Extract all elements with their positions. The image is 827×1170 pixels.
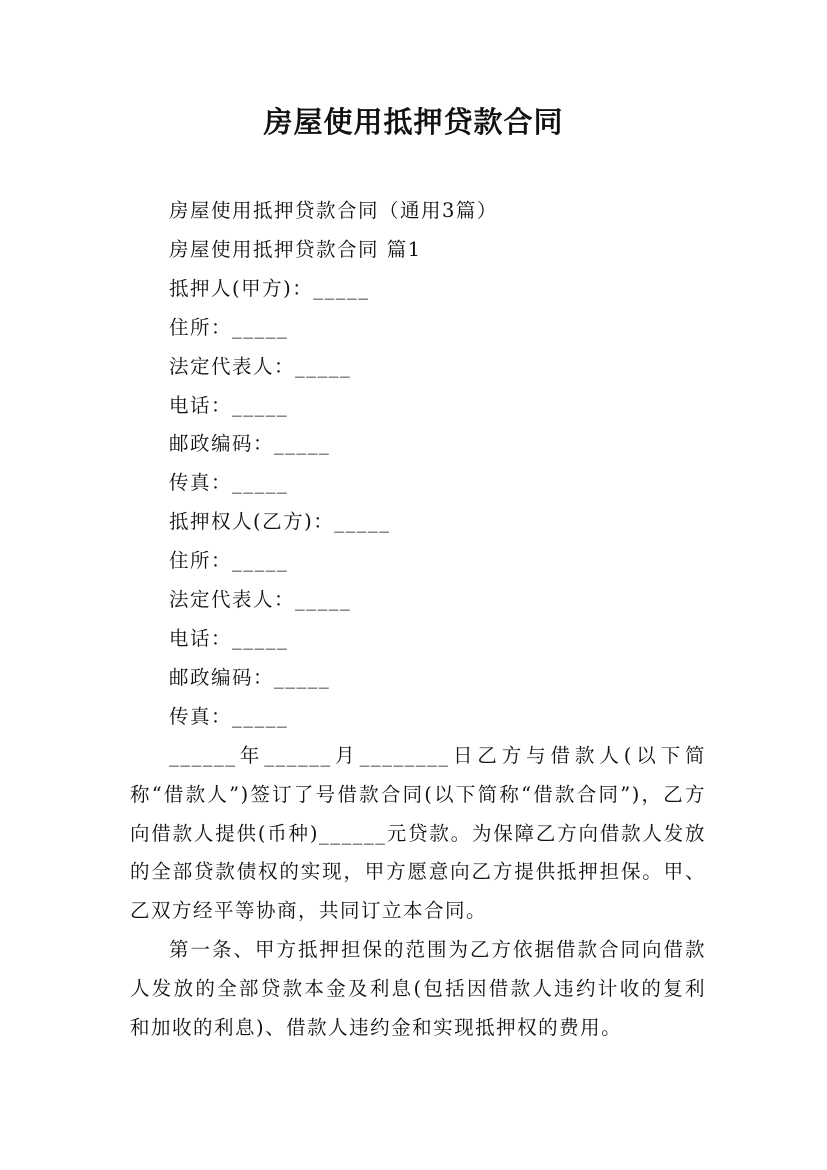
document-body: [130, 192, 706, 1048]
mortgagor-address-line: 住所：_____: [169, 315, 289, 339]
mortgagee-line: 抵押权人(乙方)：_____: [169, 510, 391, 534]
document-title: 房屋使用抵押贷款合同: [263, 105, 564, 139]
mortgagee-phone-line: 电话：_____: [169, 626, 289, 650]
subtitle-line: 房屋使用抵押贷款合同（通用3篇）: [169, 199, 498, 222]
mortgagor-fax-line: 传真：_____: [169, 471, 289, 495]
mortgagor-phone-line: 电话：_____: [169, 393, 289, 417]
mortgagee-representative-line: 法定代表人：_____: [169, 588, 352, 612]
article-one-paragraph: 第一条、甲方抵押担保的范围为乙方依据借款合同向借款人发放的全部贷款本金及利息(包括因借款人违约计收的复利和加收的利息)、借款人违约金和实现抵押权的费用。: [130, 938, 706, 1040]
mortgagor-representative-line: 法定代表人：_____: [169, 354, 352, 378]
mortgagee-postcode-line: 邮政编码：_____: [169, 665, 331, 689]
section-heading: 房屋使用抵押贷款合同 篇1: [169, 237, 422, 261]
preamble-paragraph: ______年______月________日乙方与借款人(以下简称“借款人”)签订了号借款合同(以下简称“借款合同”)，乙方向借款人提供(币种)______元贷款。为保障乙方向借款人发放的全部贷款债权的实现，甲方愿意向乙方提供抵押担保。甲、乙双方经平等协商，共同订立本合同。: [130, 743, 706, 923]
mortgagee-address-line: 住所：_____: [169, 549, 289, 573]
mortgagor-line: 抵押人(甲方)：_____: [169, 276, 370, 300]
mortgagee-fax-line: 传真：_____: [169, 704, 289, 728]
mortgagor-postcode-line: 邮政编码：_____: [169, 432, 331, 456]
